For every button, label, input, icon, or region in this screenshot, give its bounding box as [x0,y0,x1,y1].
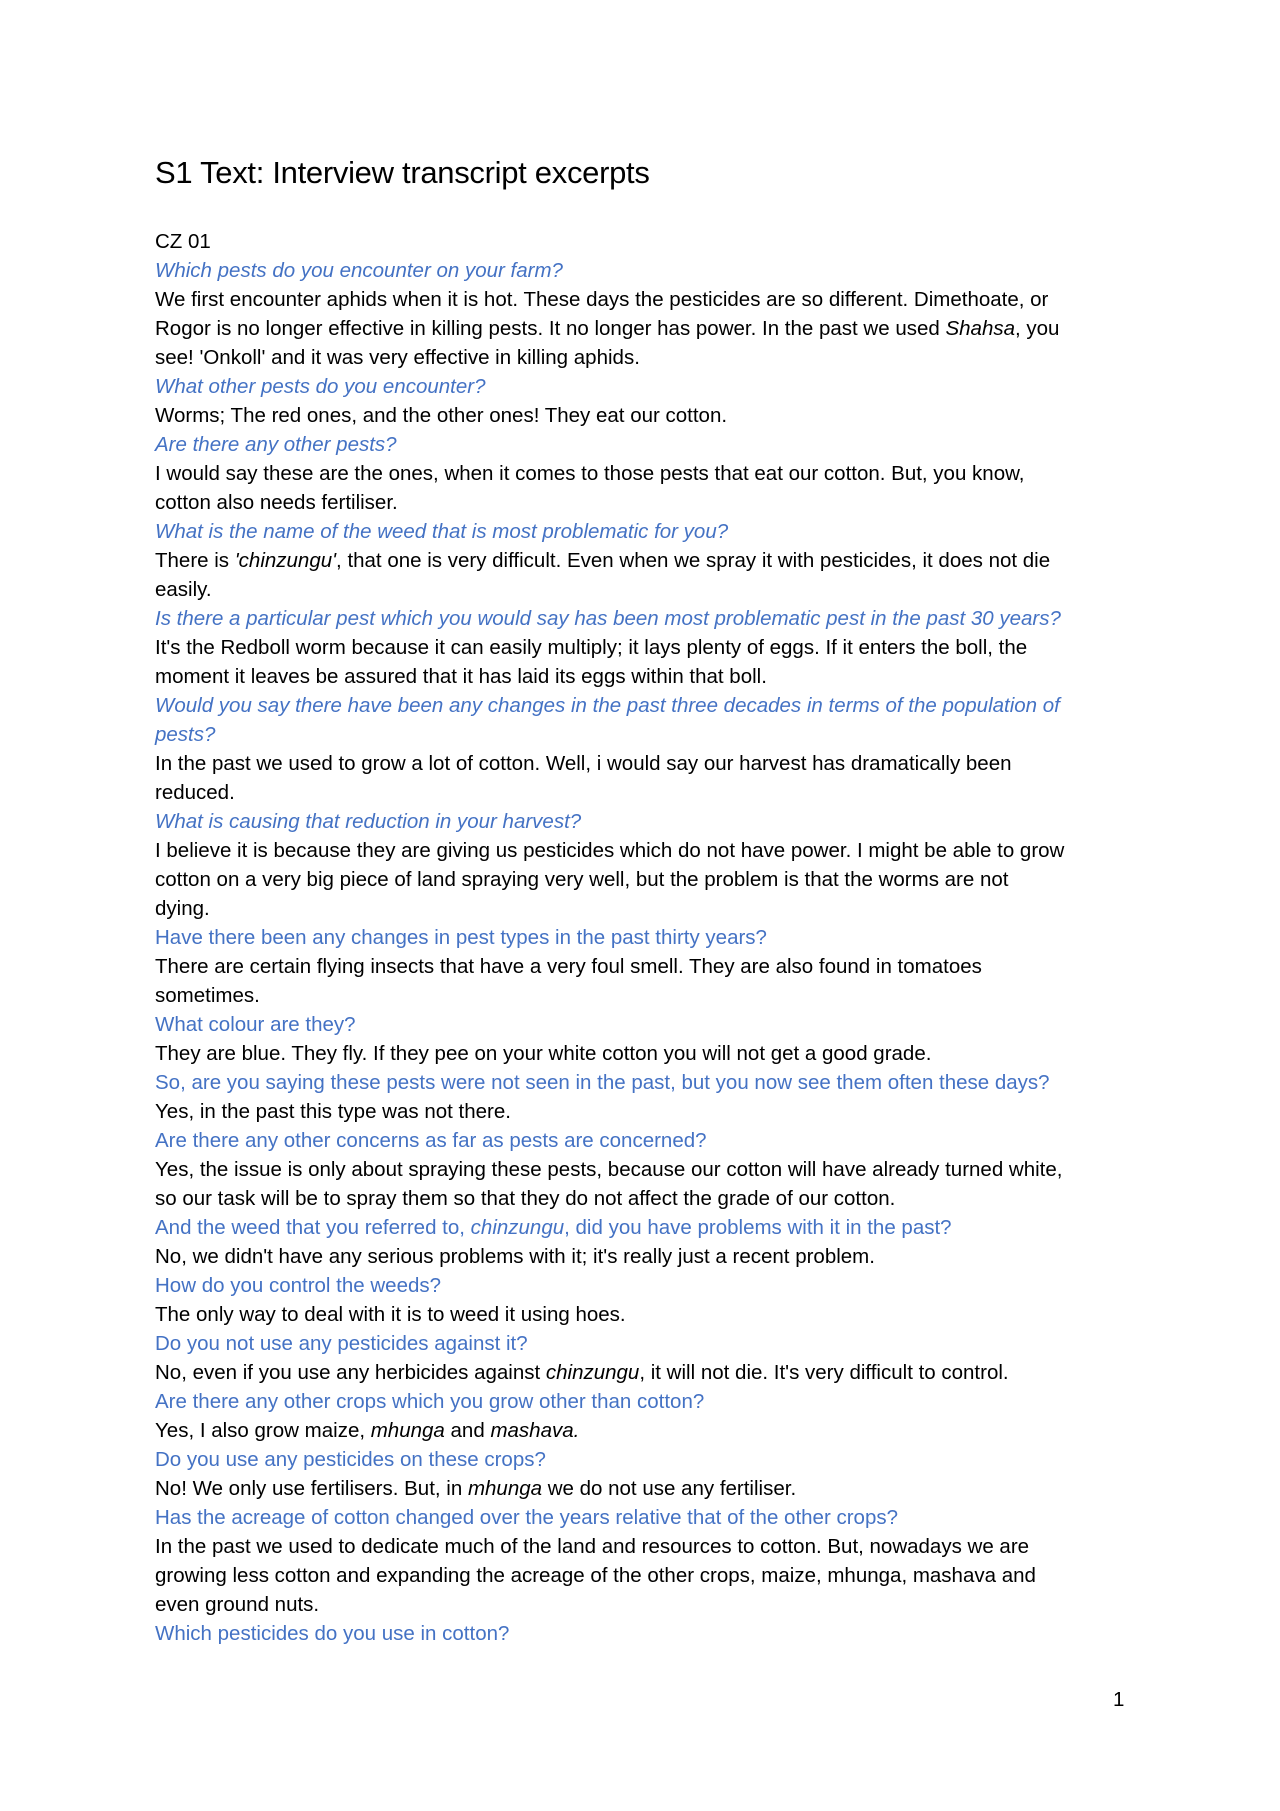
respondent-answer-line [155,1300,1135,1329]
interview-id-label [155,227,1135,256]
respondent-answer-line [155,1184,1135,1213]
text-segment: In the past we used to grow a lot of cotton. Well, i would say our harvest has dramatically been [155,752,1012,775]
respondent-answer-line [155,894,1135,923]
italic-term: mashava. [490,1419,580,1442]
text-segment: No, even if you use any herbicides against [155,1361,546,1384]
respondent-answer-line [155,1590,1135,1619]
text-segment: easily. [155,578,212,601]
text-segment: and [444,1419,491,1442]
transcript-body [155,227,1135,1648]
interviewer-question-line [155,807,1135,836]
interviewer-question-line [155,1068,1135,1097]
respondent-answer-line [155,343,1135,372]
respondent-answer-line [155,749,1135,778]
respondent-answer-line [155,1242,1135,1271]
text-segment: What is the name of the weed that is most problematic for you? [155,520,729,543]
text-segment: They are blue. They fly. If they pee on your white cotton you will not get a good grade. [155,1042,932,1065]
text-segment: sometimes. [155,984,260,1007]
text-segment: No, we didn't have any serious problems with it; it's really just a recent problem. [155,1245,875,1268]
respondent-answer-line [155,546,1135,575]
respondent-answer-line [155,575,1135,604]
text-segment: Do you use any pesticides on these crops? [155,1448,546,1471]
text-segment: even ground nuts. [155,1593,320,1616]
italic-term: chinzungu [470,1216,565,1239]
respondent-answer-line [155,1416,1135,1445]
respondent-answer-line [155,401,1135,430]
text-segment: I would say these are the ones, when it comes to those pests that eat our cotton. But, you know, [155,462,1025,485]
respondent-answer-line [155,459,1135,488]
respondent-answer-line [155,865,1135,894]
text-segment: dying. [155,897,210,920]
respondent-answer-line [155,662,1135,691]
text-segment: What other pests do you encounter? [155,375,486,398]
interviewer-question-line [155,517,1135,546]
text-segment: reduced. [155,781,235,804]
text-segment: , it will not die. It's very difficult to control. [639,1361,1009,1384]
italic-term: Shahsa [945,317,1016,340]
interviewer-question-line [155,1010,1135,1039]
interviewer-question-line [155,1619,1135,1648]
interviewer-question-line [155,1445,1135,1474]
interviewer-question-line [155,256,1135,285]
text-segment: What is causing that reduction in your harvest? [155,810,582,833]
text-segment: CZ 01 [155,230,211,253]
page-number: 1 [1113,1688,1125,1711]
interviewer-question-line [155,691,1135,720]
text-segment: There are certain flying insects that have a very foul smell. They are also found in tomatoes [155,955,982,978]
text-segment: In the past we used to dedicate much of the land and resources to cotton. But, nowadays we are [155,1535,1030,1558]
text-segment: What colour are they? [155,1013,356,1036]
text-segment: pests? [155,723,216,746]
text-segment: There is [155,549,235,572]
interviewer-question-line [155,1329,1135,1358]
respondent-answer-line [155,1155,1135,1184]
text-segment: see! 'Onkoll' and it was very effective in killing aphids. [155,346,640,369]
respondent-answer-line [155,314,1135,343]
text-segment: Yes, I also grow maize, [155,1419,371,1442]
text-segment: Rogor is no longer effective in killing pests. It no longer has power. In the past we used [155,317,946,340]
text-segment: So, are you saying these pests were not seen in the past, but you now see them often these days? [155,1071,1050,1094]
text-segment: No! We only use fertilisers. But, in [155,1477,468,1500]
text-segment: Is there a particular pest which you would say has been most problematic pest in the past 30 years? [155,607,1061,630]
text-segment: we do not use any fertiliser. [542,1477,797,1500]
respondent-answer-line [155,285,1135,314]
interviewer-question-line [155,1387,1135,1416]
text-segment: growing less cotton and expanding the acreage of the other crops, maize, mhunga, mashava and [155,1564,1036,1587]
page-title: S1 Text: Interview transcript excerpts [155,155,650,190]
interviewer-question-line [155,372,1135,401]
text-segment: Which pesticides do you use in cotton? [155,1622,510,1645]
interviewer-question-line [155,1503,1135,1532]
interviewer-question-line [155,430,1135,459]
interviewer-question-line [155,1126,1135,1155]
text-segment: , you [1015,317,1060,340]
text-segment: And the weed that you referred to, [155,1216,471,1239]
italic-term: mhunga [370,1419,445,1442]
respondent-answer-line [155,836,1135,865]
italic-term: mhunga [467,1477,543,1500]
text-segment: Do you not use any pesticides against it? [155,1332,528,1355]
text-segment: so our task will be to spray them so that they do not affect the grade of our cotton. [155,1187,896,1210]
text-segment: Which pests do you encounter on your farm? [155,259,563,282]
italic-term: 'chinzungu' [234,549,337,572]
italic-term: chinzungu [545,1361,640,1384]
text-segment: How do you control the weeds? [155,1274,442,1297]
text-segment: moment it leaves be assured that it has laid its eggs within that boll. [155,665,767,688]
interviewer-question-line [155,923,1135,952]
respondent-answer-line [155,1039,1135,1068]
text-segment: The only way to deal with it is to weed it using hoes. [155,1303,626,1326]
text-segment: Are there any other crops which you grow other than cotton? [155,1390,705,1413]
respondent-answer-line [155,1097,1135,1126]
text-segment: Yes, the issue is only about spraying these pests, because our cotton will have already turned white, [155,1158,1063,1181]
text-segment: We first encounter aphids when it is hot. These days the pesticides are so different. Dimethoate, or [155,288,1049,311]
text-segment: , did you have problems with it in the past? [564,1216,952,1239]
text-segment: cotton also needs fertiliser. [155,491,398,514]
text-segment: Has the acreage of cotton changed over the years relative that of the other crops? [155,1506,899,1529]
text-segment: Are there any other concerns as far as pests are concerned? [155,1129,707,1152]
respondent-answer-line [155,1358,1135,1387]
respondent-answer-line [155,1474,1135,1503]
respondent-answer-line [155,1532,1135,1561]
interviewer-question-line [155,720,1135,749]
text-segment: cotton on a very big piece of land spraying very well, but the problem is that the worms are not [155,868,1009,891]
text-segment: It's the Redboll worm because it can easily multiply; it lays plenty of eggs. If it enters the boll, the [155,636,1028,659]
text-segment: Would you say there have been any changes in the past three decades in terms of the population of [155,694,1060,717]
respondent-answer-line [155,778,1135,807]
text-segment: , that one is very difficult. Even when we spray it with pesticides, it does not die [336,549,1051,572]
respondent-answer-line [155,488,1135,517]
respondent-answer-line [155,633,1135,662]
text-segment: Are there any other pests? [155,433,397,456]
text-segment: Have there been any changes in pest types in the past thirty years? [155,926,767,949]
respondent-answer-line [155,1561,1135,1590]
interviewer-question-line [155,1271,1135,1300]
respondent-answer-line [155,981,1135,1010]
text-segment: Worms; The red ones, and the other ones! They eat our cotton. [155,404,728,427]
text-segment: Yes, in the past this type was not there. [155,1100,511,1123]
interviewer-question-line [155,1213,1135,1242]
text-segment: I believe it is because they are giving us pesticides which do not have power. I might be able to grow [155,839,1065,862]
respondent-answer-line [155,952,1135,981]
interviewer-question-line [155,604,1135,633]
